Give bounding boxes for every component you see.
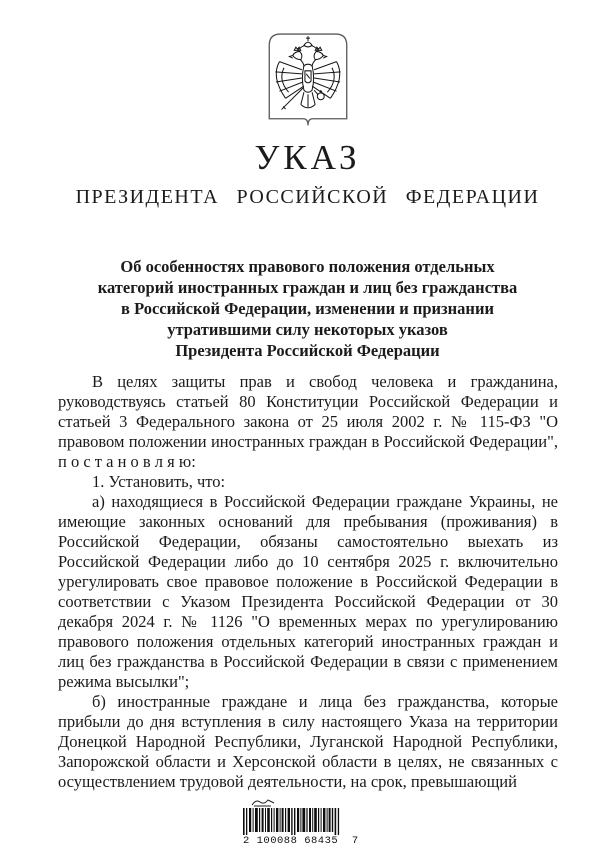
barcode-bars-icon	[243, 808, 341, 835]
barcode-digits: 2 100088 68435 7	[243, 835, 359, 847]
emblem-frame	[269, 34, 346, 125]
barcode	[243, 798, 359, 847]
issuer-heading: ПРЕЗИДЕНТА РОССИЙСКОЙ ФЕДЕРАЦИИ	[75, 186, 540, 208]
body-paragraph-preamble: В целях защиты прав и свобод человека и гражданина, руководствуясь статьей 80 Конституции Российской Федерации и статьей 3 Федерального закона от 25 июля 2002 г. № 115-ФЗ "О правовом положении иностранных граждан в Российской Федерации", п о с т а н о в л я ю:	[58, 372, 558, 471]
russian-coat-of-arms-icon	[258, 29, 358, 133]
decree-title-line: Об особенностях правового положения отдельных	[120, 257, 495, 276]
doc-type-heading: УКАЗ	[254, 138, 361, 177]
decree-body	[58, 372, 558, 792]
body-paragraph-subpoint-a: а) находящиеся в Российской Федерации граждане Украины, не имеющие законных оснований для пребывания (проживания) в Российской Федерации, обязаны самостоятельно выехать из Российской Федерации либо до 10 сентября 2025 г. включительно урегулировать свое правовое положение в Российской Федерации в соответствии с Указом Президента Российской Федерации от 30 декабря 2024 г. № 1126 "О временных мерах по урегулированию правового положения отдельных категорий иностранных граждан и лиц без гражданства в Российской Федерации в связи с применением режима высылки";	[58, 492, 558, 691]
decree-title	[58, 256, 557, 361]
body-paragraph-subpoint-b: б) иностранные граждане и лица без гражданства, которые прибыли до дня вступления в силу настоящего Указа на территории Донецкой Народной Республики, Луганской Народной Республики, Запорожской области и Херсонской области в целях, не связанных с осуществлением трудовой деятельности, на срок, превышающий	[58, 692, 558, 791]
decree-title-line: утратившими силу некоторых указов	[167, 320, 448, 339]
decree-title-line: Президента Российской Федерации	[175, 341, 440, 360]
decree-title-line: категорий иностранных граждан и лиц без гражданства	[97, 278, 518, 297]
body-paragraph-point-1: 1. Установить, что:	[92, 472, 226, 491]
double-headed-eagle	[275, 36, 340, 109]
decree-title-line: в Российской Федерации, изменении и признании	[121, 299, 494, 318]
print-mark-icon	[251, 798, 277, 807]
